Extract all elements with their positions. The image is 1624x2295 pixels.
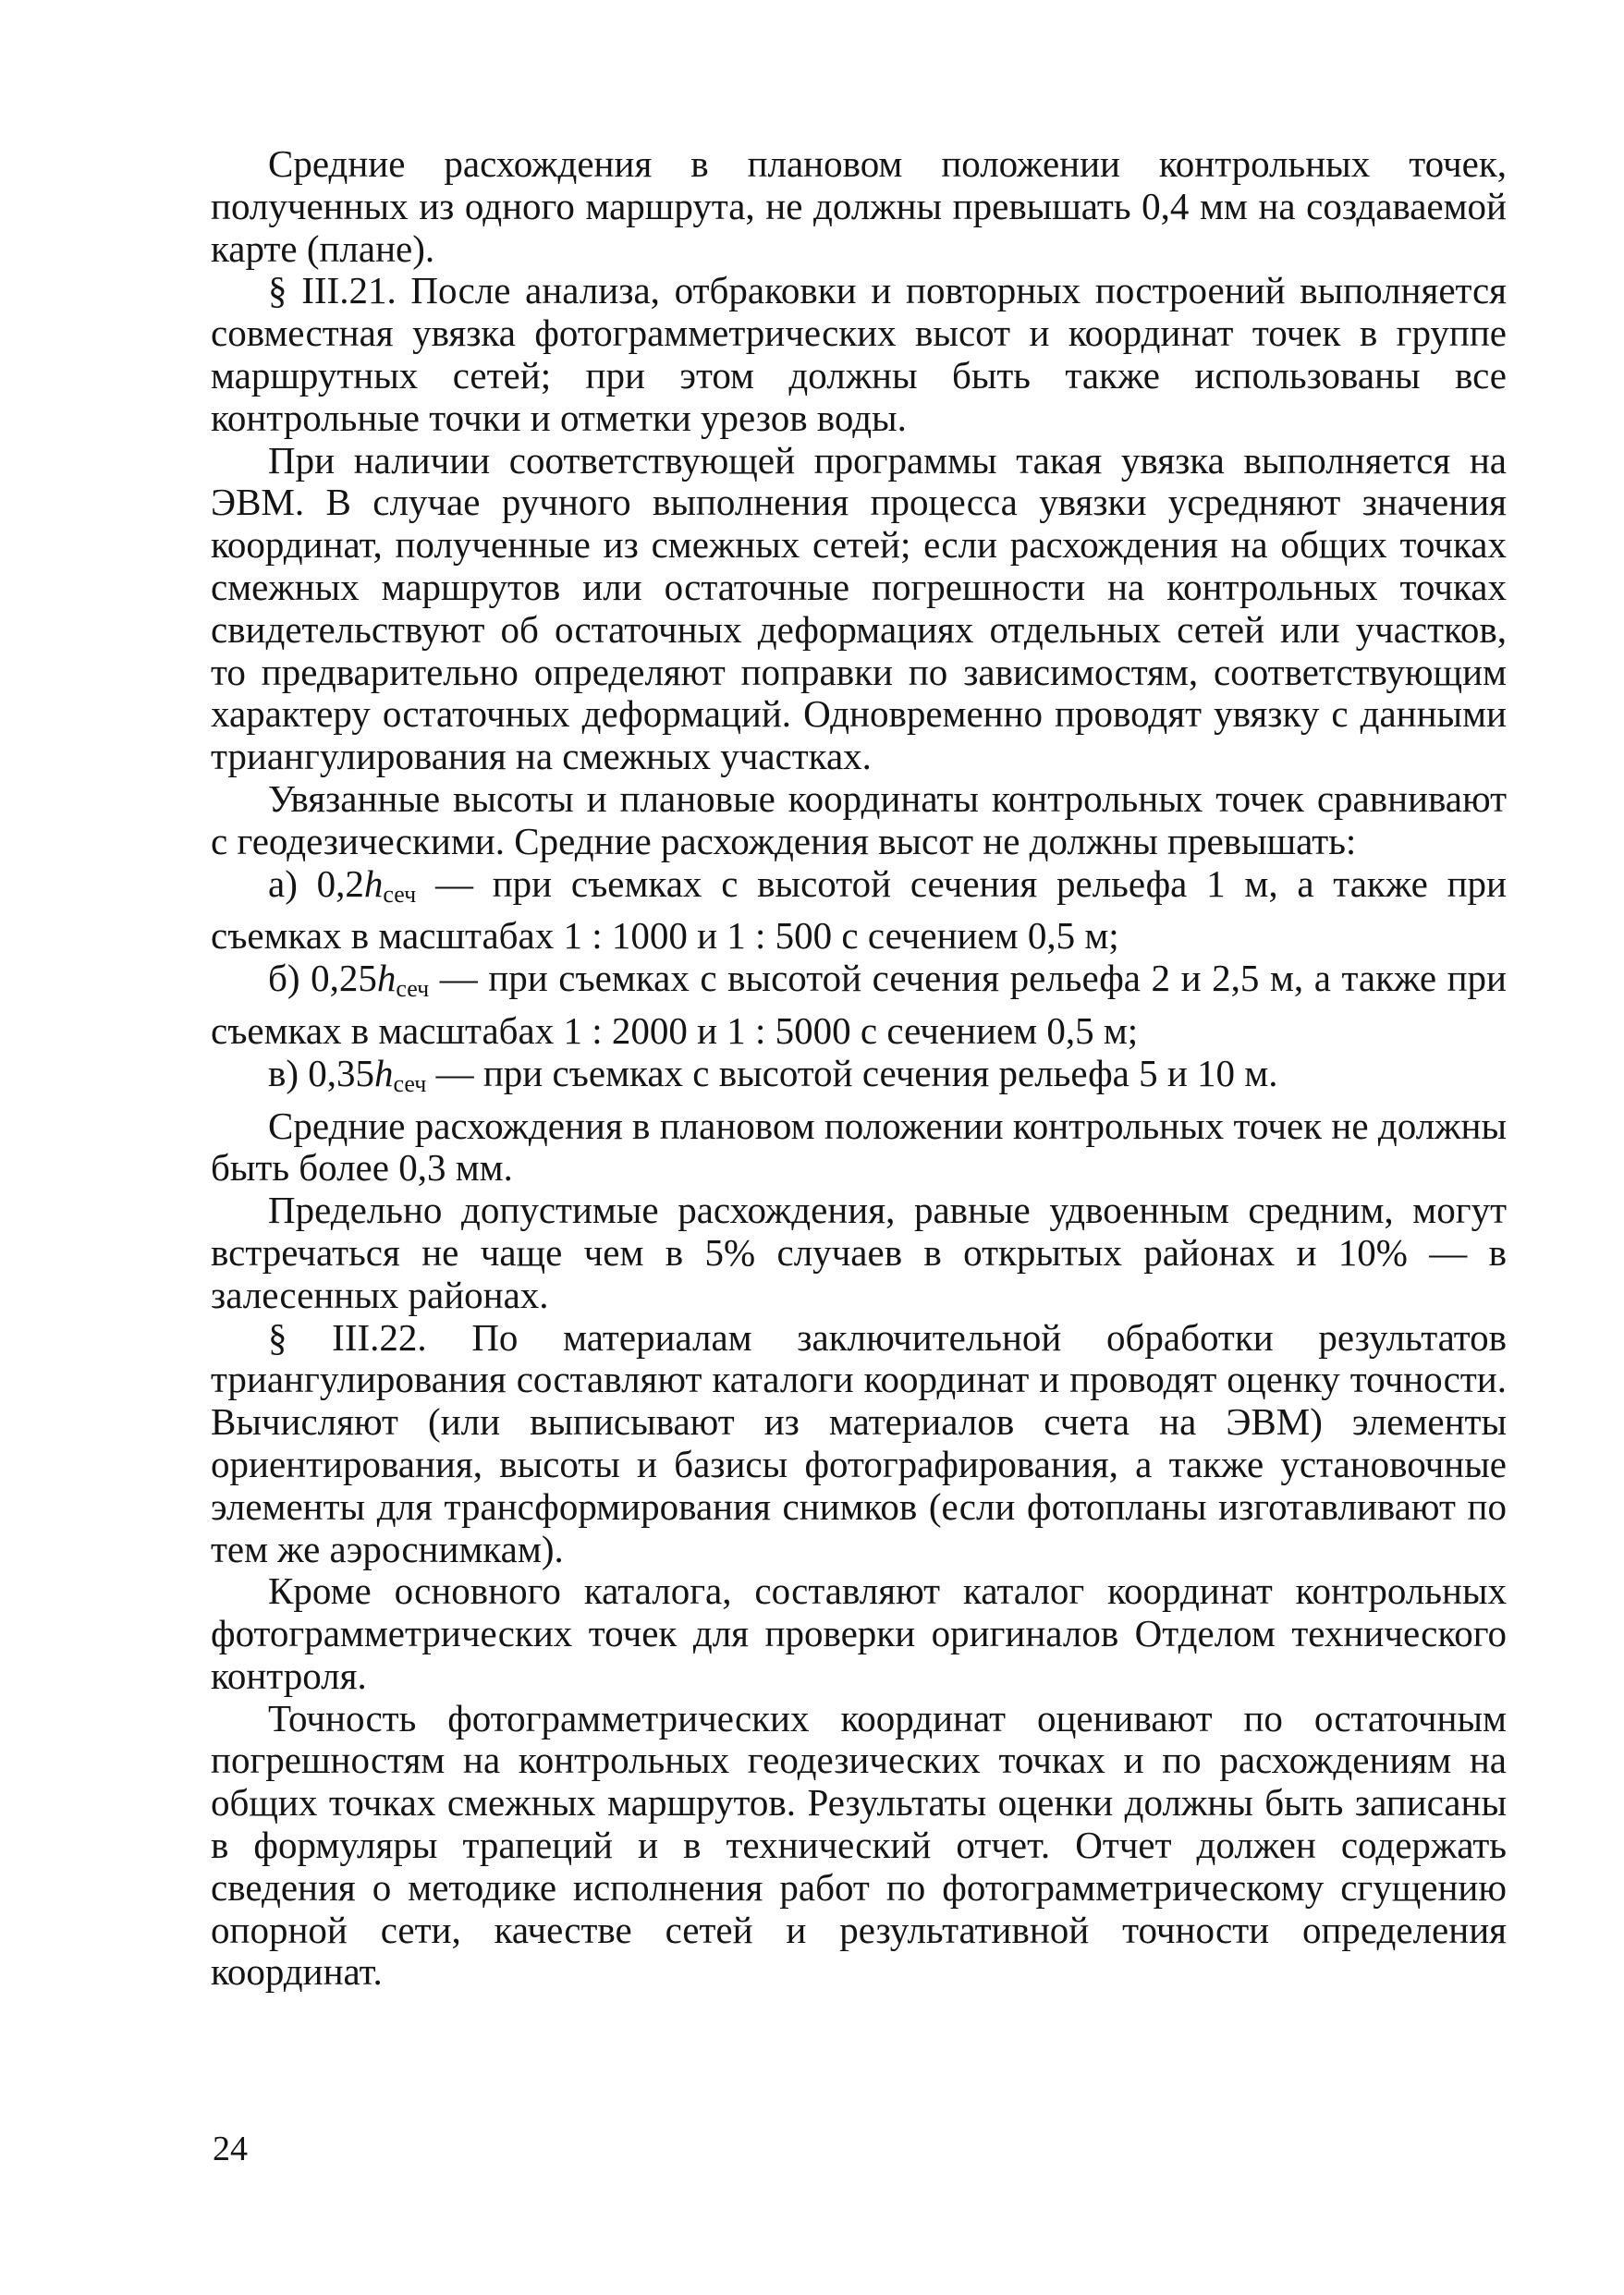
list-item-b	[211, 958, 1507, 1053]
paragraph-section-iii-22: § III.22. По материалам заключительной обработки результатов триангулирования составляют каталоги координат и проводят оценку точности. Вычисляют (или выписывают из материалов счета на ЭВМ) элементы ориентирования, высоты и базисы фотографирования, а также установочные элементы для трансформирования снимков (если фотопланы изготавливают по тем же аэроснимкам).	[211, 1315, 1507, 1570]
list-item-a	[211, 863, 1507, 958]
paragraph-4: Увязанные высоты и плановые координаты контрольных точек сравнивают с геодезическими. Средние расхождения высот не должны превышать:	[211, 776, 1507, 862]
list-item-c-prefix: в) 0,35	[268, 1051, 375, 1094]
paragraph-8: Кроме основного каталога, составляют каталог координат контрольных фотограмметрических точек для проверки оригиналов Отделом технического контроля.	[211, 1569, 1507, 1697]
list-item-c	[211, 1053, 1507, 1105]
paragraph-5: Средние расхождения в плановом положении контрольных точек не должны быть более 0,3 мм.	[211, 1104, 1507, 1190]
paragraph-section-iii-21: § III.21. После анализа, отбраковки и повторных построений выполняется совместная увязка фотограмметрических высот и координат точек в группе маршрутных сетей; при этом должны быть также использованы все контрольные точки и отметки урезов воды.	[211, 269, 1507, 439]
list-item-b-sub: сеч	[396, 975, 430, 1003]
page-number: 24	[213, 2130, 248, 2168]
list-item-c-text: — при съемках с высотой сечения рельефа 5 и 10 м.	[426, 1051, 1278, 1094]
body-text	[211, 143, 1507, 1994]
list-item-a-prefix: а) 0,2	[268, 861, 364, 905]
paragraph-3: При наличии соответствующей программы такая увязка выполняется на ЭВМ. В случае ручного выполнения процесса увязки усредняют значения координат, полученные из смежных сетей; если расхождения на общих точках смежных маршрутов или остаточные погрешности на контрольных точках свидетельствуют об остаточных деформациях отдельных сетей или участков, то предварительно определяют поправки по зависимостям, соответствующим характеру остаточных деформаций. Одновременно проводят увязку с данными триангулирования на смежных участках.	[211, 438, 1507, 778]
list-item-c-sub: сеч	[393, 1069, 427, 1097]
list-item-a-h: h	[363, 861, 384, 905]
list-item-a-sub: сеч	[383, 880, 417, 908]
list-item-b-h: h	[376, 957, 397, 1000]
paragraph-6: Предельно допустимые расхождения, равные удвоенным средним, могут встречаться не чаще чем в 5% случаев в открытых районах и 10% — в залесенных районах.	[211, 1189, 1507, 1316]
list-item-b-text: — при съемках с высотой сечения рельефа 2 и 2,5 м, а также при съемках в масштабах 1 : 2000 и 1 : 5000 с сечением 0,5 м;	[211, 957, 1507, 1052]
list-item-c-h: h	[374, 1051, 394, 1094]
list-item-a-text: — при съемках с высотой сечения рельефа 1 м, а также при съемках в масштабах 1 : 1000 и 1 : 500 с сечением 0,5 м;	[211, 861, 1507, 958]
paragraph-9: Точность фотограмметрических координат оценивают по остаточным погрешностям на контрольных геодезических точках и по расхождениям на общих точках смежных маршрутов. Результаты оценки должны быть записаны в формуляры трапеций и в технический отчет. Отчет должен содержать сведения о методике исполнения работ по фотограмметрическому сгущению опорной сети, качестве сетей и результативной точности определения координат.	[211, 1696, 1507, 1994]
list-item-b-prefix: б) 0,25	[268, 957, 377, 1000]
paragraph-1: Средние расхождения в плановом положении контрольных точек, полученных из одного маршрута, не должны превышать 0,4 мм на создаваемой карте (плане).	[211, 142, 1507, 270]
